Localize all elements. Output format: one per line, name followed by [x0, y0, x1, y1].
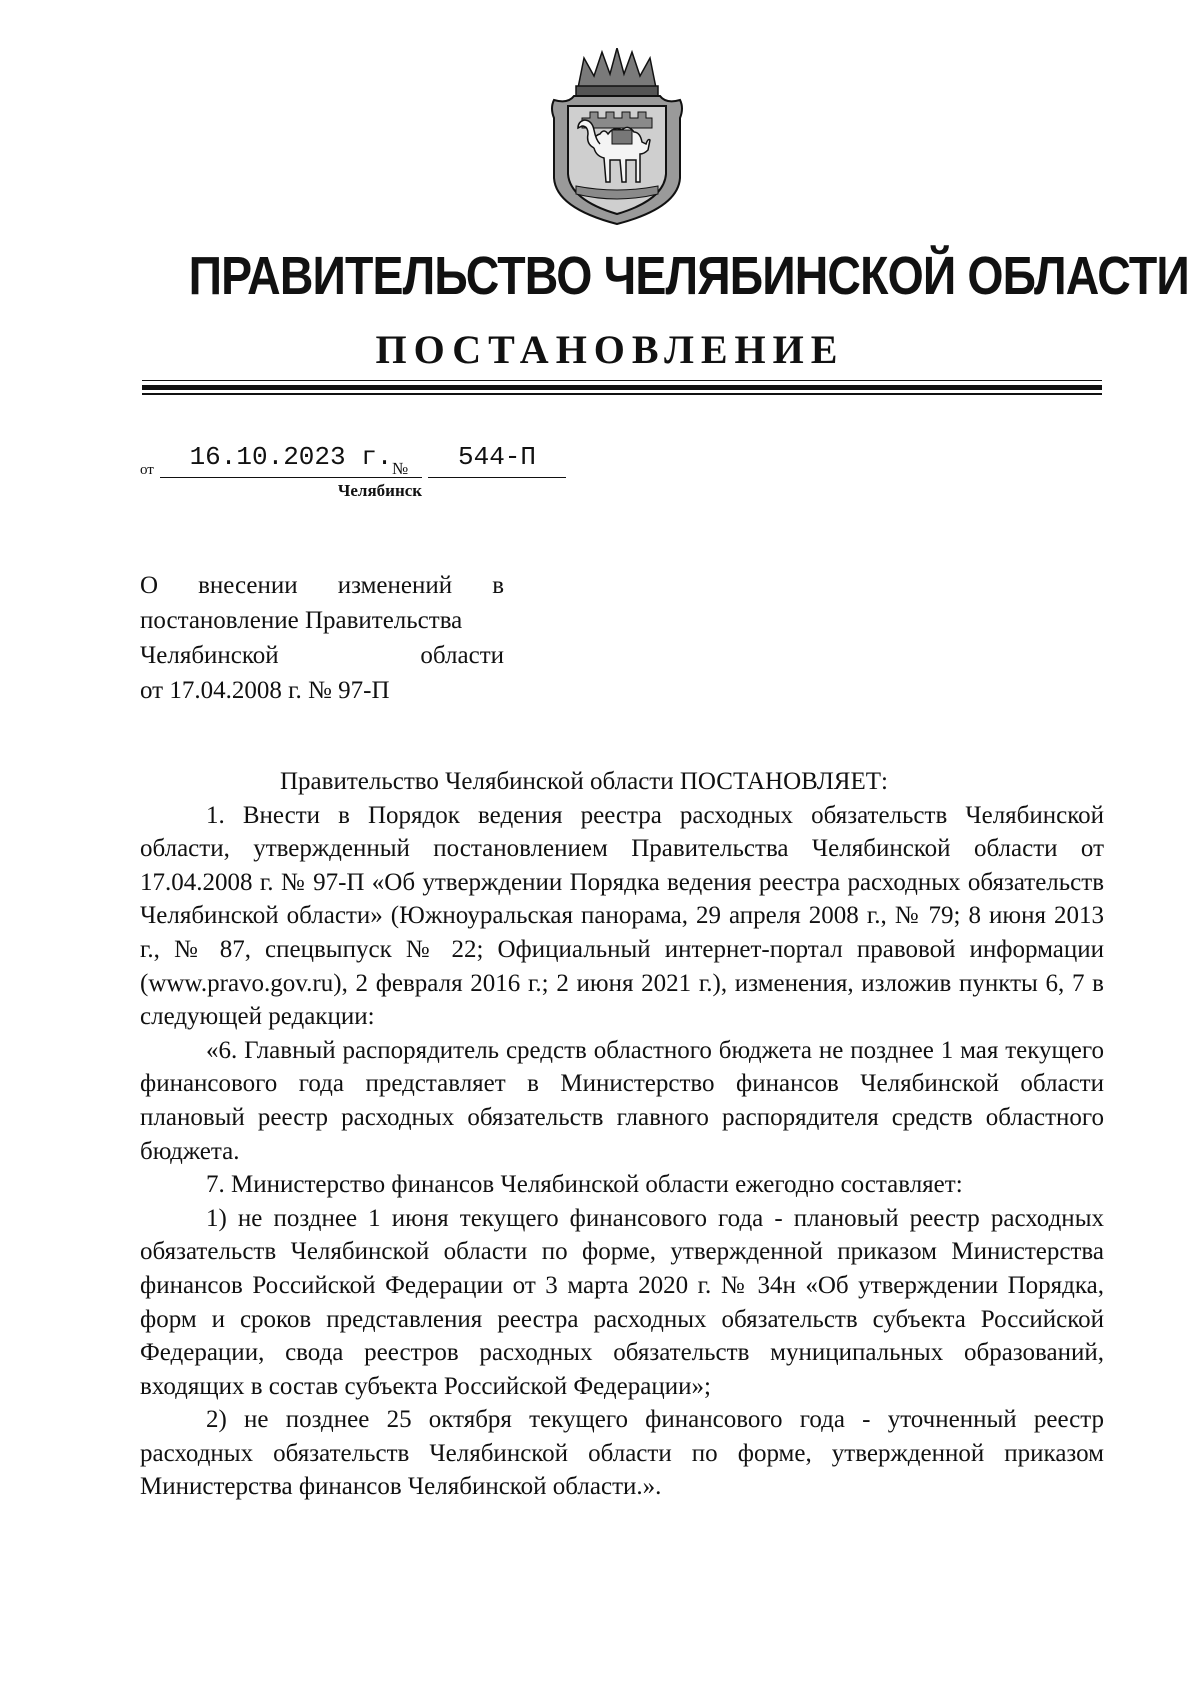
document-date: 16.10.2023 г. [189, 442, 393, 472]
document-number: 544-П [457, 442, 536, 472]
subject-line: О внесении изменений в [140, 572, 504, 599]
number-underline [428, 477, 566, 478]
subject-line: постановление Правительства [140, 607, 463, 634]
document-body [140, 765, 1104, 1504]
preamble: Правительство Челябинской области ПОСТАНОВЛЯЕТ: [280, 768, 888, 795]
number-label: № [392, 459, 409, 478]
paragraph-6: «6. Главный распорядитель средств областного бюджета не позднее 1 мая текущего финансового года представляет в Министерство финансов Челябинской области плановый реестр расходных обязательств главного распорядителя средств областного бюджета. [140, 1036, 1104, 1165]
paragraph-7-2: 2) не позднее 25 октября текущего финансового года - уточненный реестр расходных обязательств Челябинской области по форме, утвержденной приказом Министерства финансов Челябинской области.». [140, 1406, 1104, 1501]
issue-city: Челябинск [337, 481, 423, 500]
header-rule-top [142, 380, 1102, 381]
date-prefix-label: от [140, 462, 154, 478]
organization-title: ПРАВИТЕЛЬСТВО ЧЕЛЯБИНСКОЙ ОБЛАСТИ [188, 246, 1189, 306]
paragraph-7-1: 1) не позднее 1 июня текущего финансового года - плановый реестр расходных обязательств Челябинской области по форме, утвержденной приказом Министерства финансов Российской Федерации от 3 марта 2020 г. № 34н «Об утверждении Порядка, форм и сроков представления реестра расходных обязательств субъекта Российской Федерации, свода реестров расходных обязательств муниципальных образований, входящих в состав субъекта Российской Федерации»; [140, 1204, 1104, 1400]
subject-line: от 17.04.2008 г. № 97-П [140, 677, 390, 704]
paragraph-7: 7. Министерство финансов Челябинской области ежегодно составляет: [206, 1171, 963, 1199]
chelyabinsk-coat-of-arms-icon [548, 48, 686, 226]
paragraph-1: 1. Внести в Порядок ведения реестра расходных обязательств Челябинской области, утвержденный постановлением Правительства Челябинской области от 17.04.2008 г. № 97-П «Об утверждении Порядка ведения реестра расходных обязательств Челябинской области» (Южноуральская панорама, 29 апреля 2008 г., № 79; 8 июня 2013 г., № 87, спецвыпуск № 22; Официальный интернет-портал правовой информации (www.pravo.gov.ru), 2 февраля 2016 г.; 2 июня 2021 г.), изменения, изложив пункты 6, 7 в следующей редакции: [140, 801, 1104, 1031]
document-type: ПОСТАНОВЛЕНИЕ [375, 327, 845, 372]
document-subject [140, 568, 504, 708]
header-rule-thick [142, 385, 1102, 390]
date-underline [160, 477, 422, 478]
header-rule-thin [142, 393, 1102, 395]
subject-line: Челябинской области [140, 642, 504, 669]
